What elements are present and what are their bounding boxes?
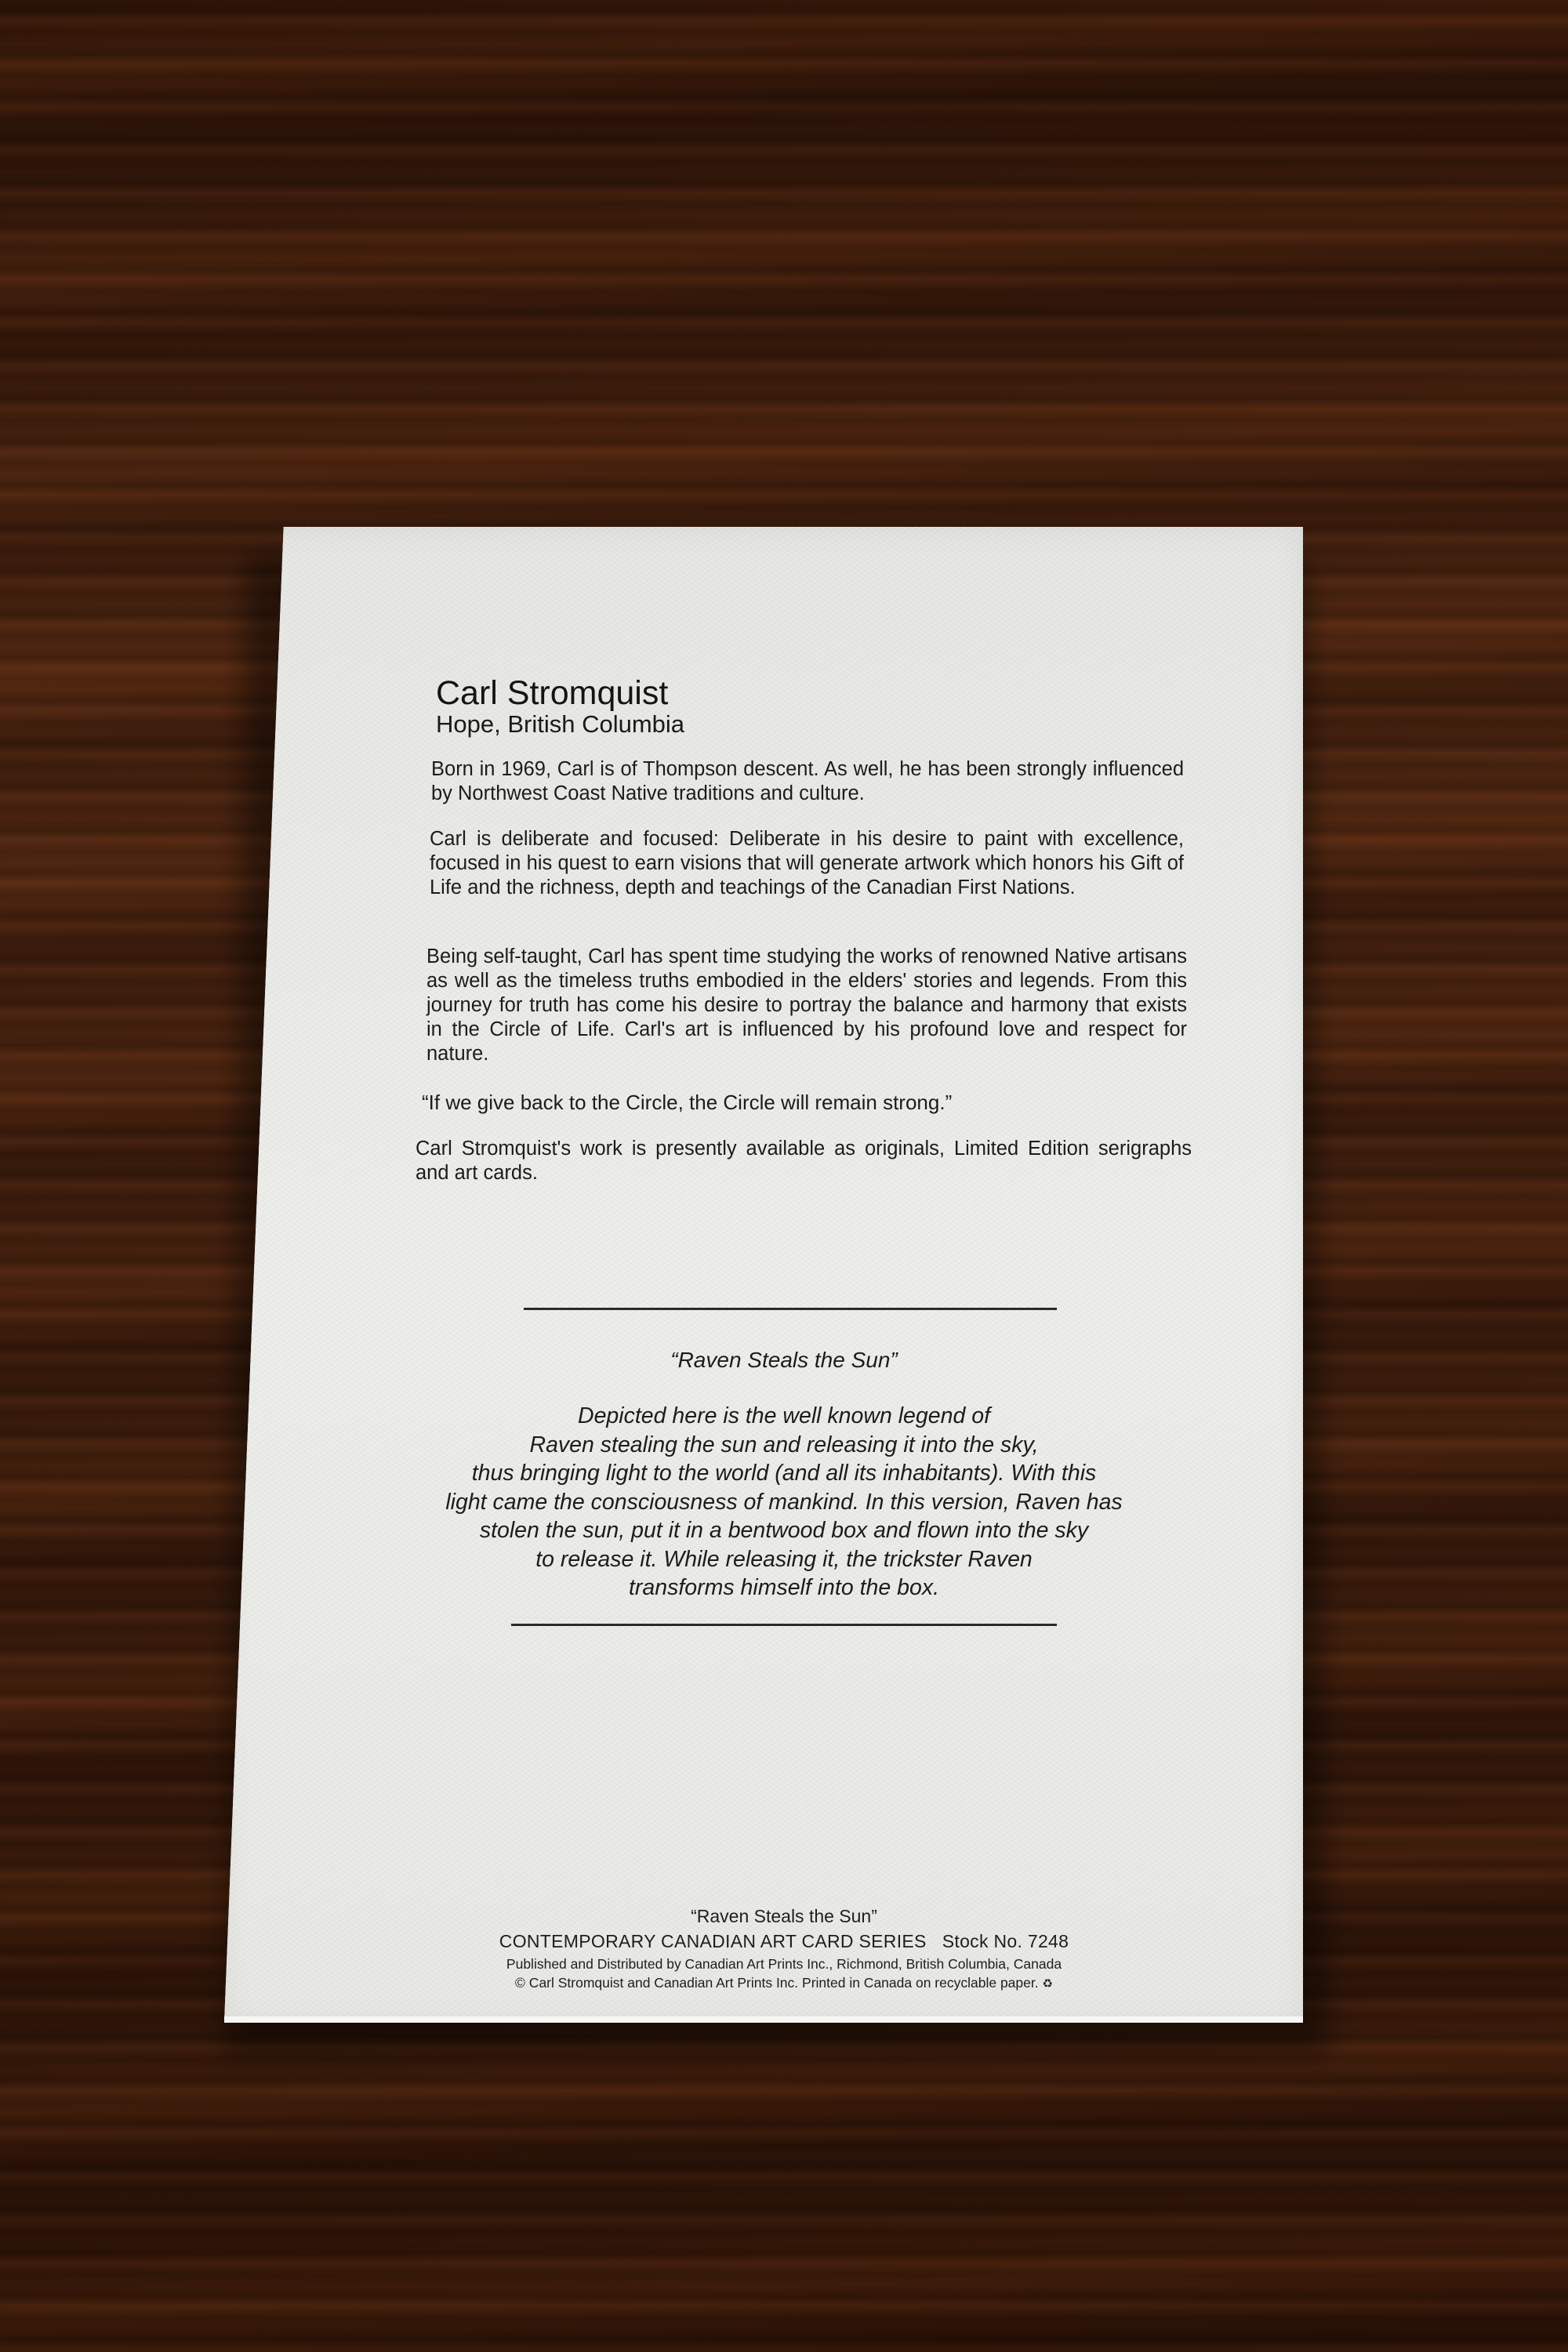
footer-artwork-title: “Raven Steals the Sun”	[691, 1906, 877, 1926]
bio-paragraph-3: Being self-taught, Carl has spent time studying the works of renowned Native artisans as well as the timeless truths embodied in the elders' stories and legends. From this journey for truth has come his desire to portray the balance and harmony that exists in the Circle of Life. Carl's art is influenced by his profound love and respect for nature.	[426, 946, 1187, 1065]
art-card-back	[224, 527, 1303, 2023]
footer-copyright-text: © Carl Stromquist and Canadian Art Prints Inc. Printed in Canada on recyclable paper.	[515, 1975, 1039, 1991]
artist-name: Carl Stromquist	[436, 674, 669, 712]
artist-location: Hope, British Columbia	[436, 710, 685, 738]
bio-paragraph-2: Carl is deliberate and focused: Deliberate in his desire to paint with excellence, focused in his quest to earn visions that will generate artwork which honors his Gift of Life and the richness, depth and teachings of the Canadian First Nations.	[430, 828, 1184, 898]
artist-quote: “If we give back to the Circle, the Circle will remain strong.”	[422, 1091, 953, 1114]
artwork-description-line: stolen the sun, put it in a bentwood box and flown into the sky	[479, 1518, 1089, 1543]
footer-series-stock: CONTEMPORARY CANADIAN ART CARD SERIES Stock No. 7248	[499, 1931, 1069, 1951]
card-bottom-edge	[224, 2016, 1303, 2023]
artwork-description-line: transforms himself into the box.	[629, 1575, 939, 1600]
divider-top	[524, 1308, 1057, 1310]
divider-bottom	[511, 1624, 1057, 1626]
recycle-icon: ♻	[1042, 1977, 1053, 1991]
artwork-description-line: Depicted here is the well known legend of	[578, 1403, 990, 1428]
artwork-description-line: light came the consciousness of mankind. In this version, Raven has	[445, 1489, 1123, 1515]
artwork-description-line: to release it. While releasing it, the trickster Raven	[535, 1546, 1033, 1572]
artwork-description-line: thus bringing light to the world (and all its inhabitants). With this	[471, 1461, 1097, 1486]
artwork-description	[392, 1402, 1176, 1602]
bio-paragraph-availability: Carl Stromquist's work is presently available as originals, Limited Edition serigraphs and art cards.	[416, 1138, 1192, 1184]
footer-publisher: Published and Distributed by Canadian Art Prints Inc., Richmond, British Columbia, Canada	[506, 1956, 1062, 1972]
artwork-description-line: Raven stealing the sun and releasing it into the sky,	[529, 1432, 1039, 1457]
bio-paragraph-1: Born in 1969, Carl is of Thompson descent. As well, he has been strongly influenced by Northwest Coast Native traditions and culture.	[431, 758, 1184, 804]
footer-copyright	[439, 1974, 1129, 1993]
artwork-title: “Raven Steals the Sun”	[670, 1348, 898, 1372]
